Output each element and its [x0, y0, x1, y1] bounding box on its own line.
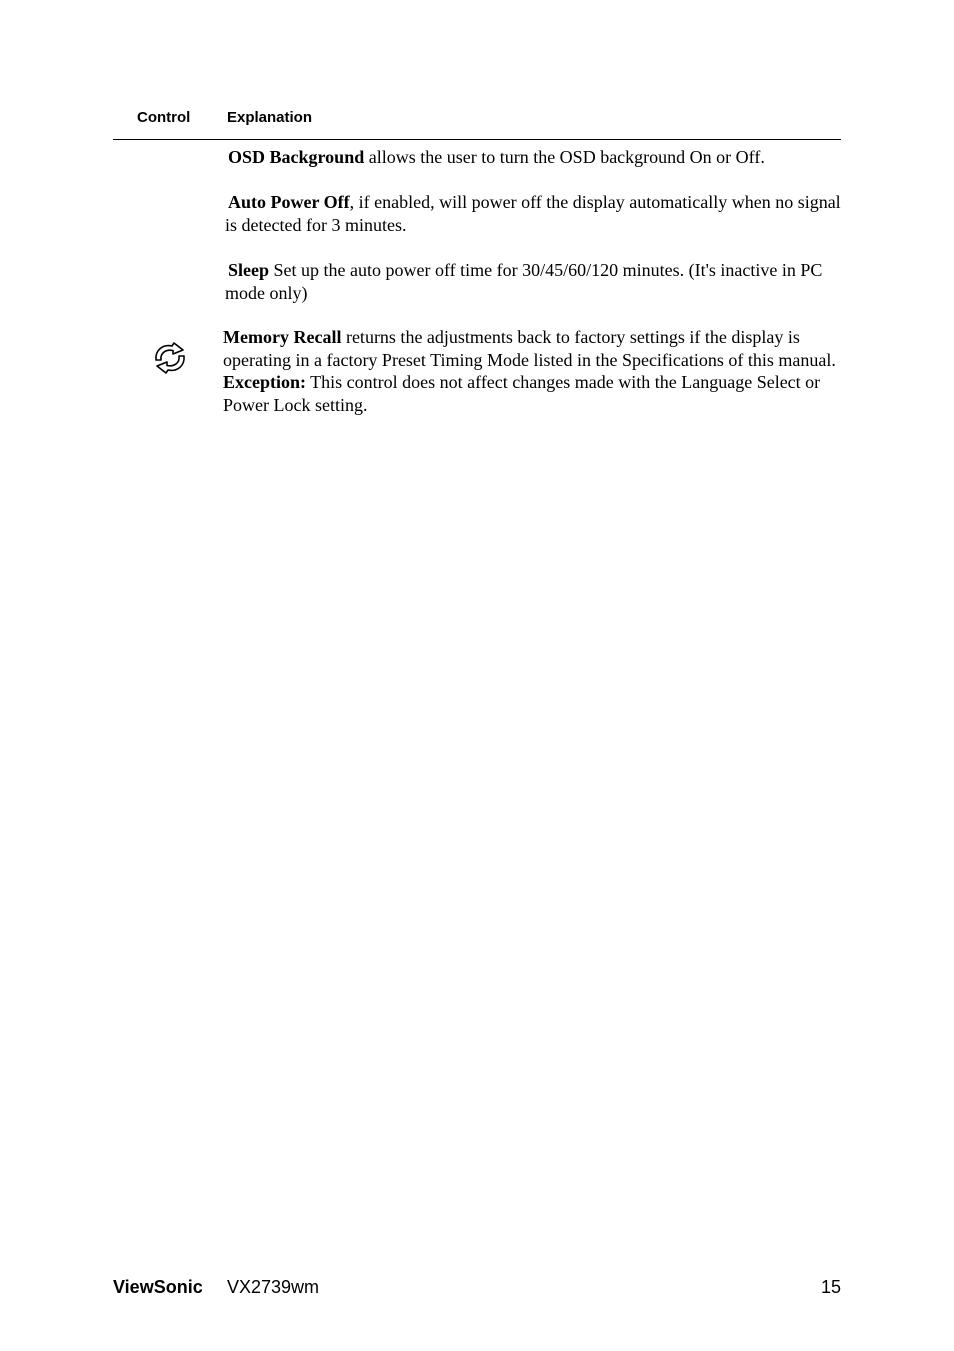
column-header-control: Control — [137, 109, 191, 126]
page-number: 15 — [820, 1277, 841, 1297]
exception-label: Exception: — [223, 372, 306, 392]
entry-title: Auto Power Off — [228, 192, 350, 212]
footer-model: VX2739wm — [227, 1277, 320, 1297]
entry-text: allows the user to turn the OSD background On or Off. — [364, 147, 765, 167]
exception-text: This control does not affect changes made with the Language Select or Power Lock setting. — [223, 372, 821, 415]
entry-sleep — [225, 259, 843, 304]
entry-osd-background — [225, 146, 843, 169]
header-rule — [113, 139, 841, 140]
entry-title: Sleep — [228, 260, 270, 280]
entry-text: , if enabled, will power off the display automatically when no signal is detected for 3 minutes. — [225, 192, 841, 235]
entry-text: Set up the auto power off time for 30/45/60/120 minutes. (It's inactive in PC mode only) — [225, 260, 823, 303]
entry-memory-recall — [223, 326, 841, 416]
footer-brand: ViewSonic — [113, 1277, 203, 1297]
entry-auto-power-off — [225, 191, 843, 236]
column-header-explanation: Explanation — [227, 109, 313, 126]
entry-title: OSD Background — [228, 147, 365, 167]
memory-recall-icon — [150, 338, 190, 378]
entry-text: returns the adjustments back to factory settings if the display is operating in a factory Preset Timing Mode listed in the Specifications of this manual. — [223, 327, 836, 370]
entry-title: Memory Recall — [223, 327, 342, 347]
